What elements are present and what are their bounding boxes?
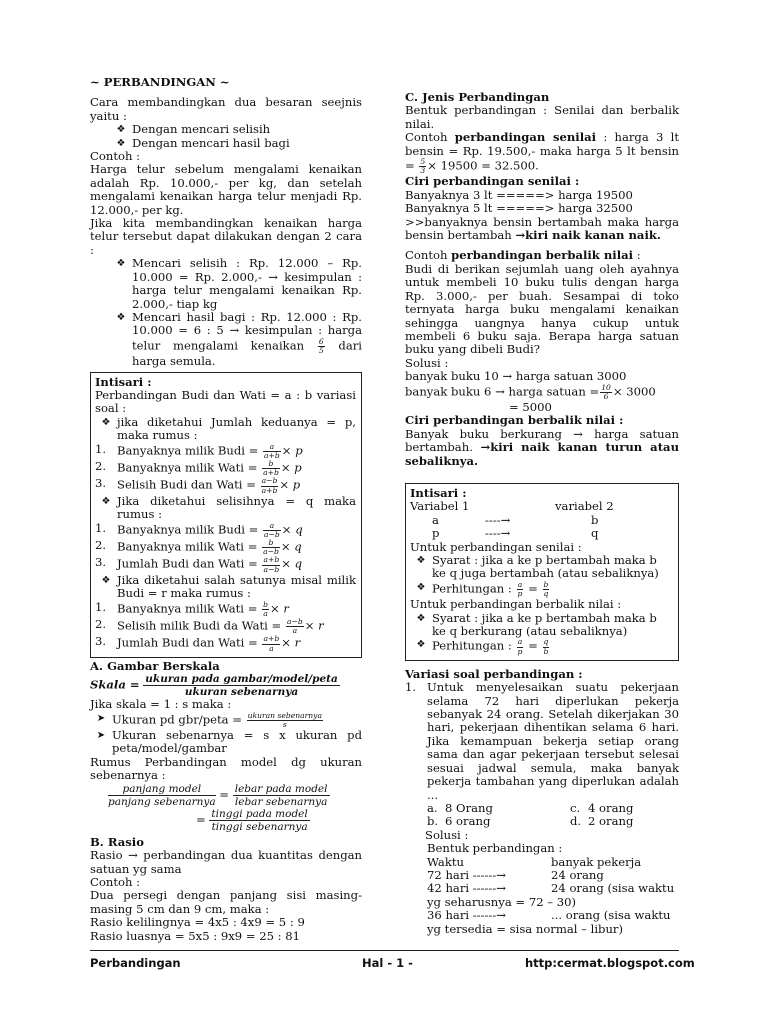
list-item: ➤ Ukuran sebenarnya = s x ukuran pd peta/model/gambar [90, 729, 362, 756]
list-item: 1. Untuk menyelesaikan suatu pekerjaan selama 72 hari diperlukan pekerja sebanyak 24 orang. Setelah dikerjakan 30 hari, pekerjaan dihentikan selama 6 hari. Jika kemampuan bekerja setiap orang sama dan agar pekerjaan tersebut selesai sesuai jadwal semula, maka banyak pekerja tambahan yang diperlukan adalah ... [405, 680, 679, 802]
formula-item: 3. Jumlah Budi dan Wati = $\frac{a+b}{a-b}$ × q [95, 555, 303, 574]
fraction: $\frac{a-b}{a}$ [286, 617, 303, 636]
intisari-box: Intisari : Variabel 1 variabel 2 a ----→ b p ----→ q Untuk perbandingan senilai : ❖ Syarat : jika a ke p bertambah maka b ke q juga bertambah (atau sebaliknya) ❖ Perhitungan : $\frac{a}{p}$ = $\frac{b}{q}$ Untuk perbandingan berbalik nilai : ❖ Syarat : jika a ke p bertambah maka b ke q berkurang (atau sebaliknya) ❖ Perhitungan : $\frac{a}{p}$ = $\frac{q}{b}$ [405, 483, 679, 661]
fraction: $\frac{b}{q}$ [543, 579, 549, 599]
diamond-bullet-icon: ❖ [416, 639, 426, 651]
page-number: Hal - 1 - [362, 956, 413, 970]
fraction: $\frac{5}{3}$ [420, 157, 426, 176]
left-column: ~ PERBANDINGAN ~ Cara membandingkan dua besaran seejnis yaitu : ❖ Dengan mencari selisih ❖ Dengan mencari hasil bagi Contoh : Harga telur sebelum mengalami kenaikan adalah Rp. 10.000,- per kg, dan setelah mengalami kenaikan harga telur menjadi Rp. 12.000,- per kg. Jika kita membandingkan kenaikan harga telur tersebut dapat dilakukan dengan 2 cara : ❖ Mencari selisih : Rp. 12.000 – Rp. 10.000 = Rp. 2.000,- → kesimpulan : harga telur mengalami kenaikan Rp. 2.000,- tiap kg ❖ Mencari hasil bagi : Rp. 12.000 : Rp. 10.000 = 6 : 5 → kesimpulan : harga telur mengalami kenaikan $\frac{6}{5}$ dari harga semula. Intisari : Perbandingan Budi dan Wati = a : b variasi soal : ❖ jika diketahui Jumlah keduanya = p, maka rumus : 1. Banyaknya milik Budi = $\frac{a}{a+b}$ × p 2. Banyaknya milik Wati = $\frac{b}{a+b}$ × p 3. Selisih Budi dan Wati = $\frac{a-b}{a+b}$ × p ❖ Jika diketahui selisihnya = q maka rumus : 1. Banyaknya milik Budi = $\frac{a}{a-b}$ × q 2. Banyaknya milik Wati = $\frac{b}{a-b}$ × q 3. Jumlah Budi dan Wati = $\frac{a+b}{a-b}$ × q ❖ Jika diketahui salah satunya misal milik Budi = r maka rumus : 1. Banyaknya milik Wati = $\frac{b}{a}$ × r 2. Selisih milik Budi da Wati = $\frac{a-b}{a}$ × r 3. Jumlah Budi dan Wati = $\frac{a+b}{a}$ × r A. Gambar Berskala Skala = ukuran pada gambar/model/peta ukuran sebenarnya Jika skala = 1 : s maka : ➤ Ukuran pd gbr/peta = $\frac{\text{ukuran sebenarnya}}{s}$ ➤ Ukuran sebenarnya = s x ukuran pd peta/model/gambar Rumus Perbandingan model dg ukuran sebenarnya : panjang model panjang sebenarnya = lebar pada model lebar sebenarnya = tinggi pada model tinggi sebenarnya B. Rasio Rasio → perbandingan dua kuantitas dengan satuan yg sama Contoh : Dua persegi dengan panjang sisi masing-masing 5 cm dan 9 cm, maka : Rasio kelilingnya = 4x5 : 4x9 = 5 : 9 Rasio luasnya = 5x5 : 9x9 = 25 : 81 [90, 75, 363, 943]
diamond-bullet-icon: ❖ [116, 258, 126, 270]
list-item: ❖ Perhitungan : $\frac{a}{p}$ = $\frac{q}{b}$ [410, 638, 673, 655]
variasi-title: Variasi soal perbandingan : [405, 666, 583, 681]
fraction: $\frac{6}{5}$ [318, 336, 324, 355]
contoh-label: Contoh : [90, 149, 141, 164]
diamond-bullet-icon: ❖ [101, 416, 111, 428]
list-item: ❖ Jika diketahui salah satunya misal milik Budi = r maka rumus : [95, 574, 356, 601]
diamond-bullet-icon: ❖ [116, 124, 126, 136]
fraction: $\frac{b}{a+b}$ [263, 458, 279, 478]
fraction: $\frac{b}{a}$ [263, 599, 268, 618]
formula-item: 3. Selisih Budi dan Wati = $\frac{a-b}{a+b}$ × p [95, 476, 301, 495]
fraction: ukuran pada gambar/model/peta ukuran sebenarnya [145, 673, 338, 699]
fraction: panjang model panjang sebenarnya [108, 782, 216, 808]
fraction: $\frac{a-b}{a+b}$ [261, 476, 278, 495]
model-formula: = tinggi pada model tinggi sebenarnya [196, 807, 308, 833]
box-title: Intisari : [95, 374, 152, 389]
intisari-box: Intisari : Perbandingan Budi dan Wati = a : b variasi soal : ❖ jika diketahui Jumlah keduanya = p, maka rumus : 1. Banyaknya milik Budi = $\frac{a}{a+b}$ × p 2. Banyaknya milik Wati = $\frac{b}{a+b}$ × p 3. Selisih Budi dan Wati = $\frac{a-b}{a+b}$ × p ❖ Jika diketahui selisihnya = q maka rumus : 1. Banyaknya milik Budi = $\frac{a}{a-b}$ × q 2. Banyaknya milik Wati = $\frac{b}{a-b}$ × q 3. Jumlah Budi dan Wati = $\frac{a+b}{a-b}$ × q ❖ Jika diketahui salah satunya misal milik Budi = r maka rumus : 1. Banyaknya milik Wati = $\frac{b}{a}$ × r 2. Selisih milik Budi da Wati = $\frac{a-b}{a}$ × r 3. Jumlah Budi dan Wati = $\frac{a+b}{a}$ × r [90, 372, 362, 658]
list-item: ❖ Mencari hasil bagi : Rp. 12.000 : Rp. 10.000 = 6 : 5 → kesimpulan : harga telur mengalami kenaikan $\frac{6}{5}$ dari harga semula. [90, 311, 362, 369]
diamond-bullet-icon: ❖ [116, 137, 126, 149]
footer-divider [90, 950, 679, 951]
footer-url: http:cermat.blogspot.com [525, 956, 695, 970]
model-formula: panjang model panjang sebenarnya = lebar pada model lebar sebenarnya [108, 782, 328, 808]
arrow-bullet-icon: ➤ [96, 712, 106, 724]
skala-formula: Skala = ukuran pada gambar/model/peta ukuran sebenarnya [90, 673, 338, 699]
example-text: Harga telur sebelum mengalami kenaikan adalah Rp. 10.000,- per kg, dan setelah mengalami kenaikan harga telur menjadi Rp. 12.000,- per kg. [90, 162, 362, 217]
list-item: ❖ Syarat : jika a ke p bertambah maka b ke q juga bertambah (atau sebaliknya) [410, 554, 673, 581]
fraction: $\frac{a+b}{a}$ [263, 634, 280, 653]
diamond-bullet-icon: ❖ [416, 581, 426, 593]
list-item: ❖ Perhitungan : $\frac{a}{p}$ = $\frac{b}{q}$ [410, 581, 673, 598]
fraction: $\frac{b}{a-b}$ [263, 538, 279, 557]
intro-text: Cara membandingkan dua besaran seejnis yaitu : [90, 95, 362, 123]
formula-list [95, 601, 356, 653]
list-item: ➤ Ukuran pd gbr/peta = $\frac{\text{ukuran sebenarnya}}{s}$ [90, 712, 362, 729]
fraction: $\frac{q}{b}$ [543, 637, 549, 656]
page-title: ~ PERBANDINGAN ~ [90, 75, 230, 89]
footer-left: Perbandingan [90, 956, 181, 970]
diamond-bullet-icon: ❖ [101, 574, 111, 586]
fraction: $\frac{10}{6}$ [601, 382, 611, 401]
formula-item: 1. Banyaknya milik Wati = $\frac{b}{a}$ × r [95, 599, 289, 618]
formula-item: 1. Banyaknya milik Budi = $\frac{a}{a-b}$ × q [95, 520, 303, 539]
fraction: $\frac{a}{a-b}$ [264, 520, 280, 539]
fraction: $\frac{a+b}{a-b}$ [263, 555, 280, 574]
list-item: ❖ jika diketahui Jumlah keduanya = p, maka rumus : [95, 416, 356, 443]
formula-item: 3. Jumlah Budi dan Wati = $\frac{a+b}{a}$ × r [95, 634, 301, 653]
formula-item: 2. Banyaknya milik Wati = $\frac{b}{a-b}$ × q [95, 538, 302, 557]
answer-options: a. 8 Orang c. 4 orang b. 6 orang d. 2 orang [427, 800, 634, 829]
solution-table: Bentuk perbandingan : Waktu banyak pekerja 72 hari ------→ 24 orang 42 hari ------→ 24 orang (sisa waktu yg seharusnya = 72 – 30) 36 hari ------→ ... orang (sisa waktu yg tersedia = sisa normal – libur) [427, 841, 675, 936]
diamond-bullet-icon: ❖ [116, 311, 126, 323]
fraction: $\frac{a}{p}$ [517, 637, 523, 656]
fraction: $\frac{a}{p}$ [517, 579, 523, 599]
diamond-bullet-icon: ❖ [101, 495, 111, 507]
diamond-bullet-icon: ❖ [416, 555, 426, 566]
fraction: tinggi pada model tinggi sebenarnya [211, 807, 308, 833]
example-text: Jika kita membandingkan kenaikan harga telur tersebut dapat dilakukan dengan 2 cara : [90, 216, 362, 257]
section-c-title: C. Jenis Perbandingan [405, 90, 550, 104]
section-b-title: B. Rasio [90, 834, 144, 849]
formula-list [95, 522, 356, 574]
list-item: ❖ Syarat : jika a ke p bertambah maka b ke q berkurang (atau sebaliknya) [410, 612, 673, 639]
fraction: $\frac{\text{ukuran sebenarnya}}{s}$ [247, 710, 322, 729]
fraction: $\frac{a}{a+b}$ [264, 441, 280, 460]
right-column: C. Jenis Perbandingan Bentuk perbandingan : Senilai dan berbalik nilai. Contoh perbandingan senilai : harga 3 lt bensin = Rp. 19.500,- maka harga 5 lt bensin = $\frac{5}{3}$ × 19500 = 32.500. Ciri perbandingan senilai : Banyaknya 3 lt =====> harga 19500 Banyaknya 5 lt =====> harga 32500 >>banyaknya bensin bertambah maka harga bensin bertambah →kiri naik kanan naik. Contoh perbandingan berbalik nilai : Budi di berikan sejumlah uang oleh ayahnya untuk membeli 10 buku tulis dengan harga Rp. 3.000,- per buah. Sesampai di toko ternyata harga buku mengalami kenaikan sehingga uangnya hanya cukup untuk membeli 6 buku saja. Berapa harga satuan buku yang dibeli Budi? Solusi : banyak buku 10 → harga satuan 3000 banyak buku 6 → harga satuan = $\frac{10}{6}$ × 3000 = 5000 Ciri perbandingan berbalik nilai : Banyak buku berkurang → harga satuan bertambah. →kiri naik kanan turun atau sebaliknya. Intisari : Variabel 1 variabel 2 a ----→ b p ----→ q Untuk perbandingan senilai : ❖ Syarat : jika a ke p bertambah maka b ke q juga bertambah (atau sebaliknya) ❖ Perhitungan : $\frac{a}{p}$ = $\frac{b}{q}$ Untuk perbandingan berbalik nilai : ❖ Syarat : jika a ke p bertambah maka b ke q berkurang (atau sebaliknya) ❖ Perhitungan : $\frac{a}{p}$ = $\frac{q}{b}$ Variasi soal perbandingan : 1. Untuk menyelesaikan suatu pekerjaan selama 72 hari diperlukan pekerja sebanyak 24 orang. Setelah dikerjakan 30 hari, pekerjaan dihentikan selama 6 hari. Jika kemampuan bekerja setiap orang sama dan agar pekerjaan tersebut selesai sesuai jadwal semula, maka banyak pekerja tambahan yang diperlukan adalah ... a. 8 Orang c. 4 orang b. 6 orang d. 2 orang Solusi : Bentuk perbandingan : Waktu banyak pekerja 72 hari ------→ 24 orang 42 hari ------→ 24 orang (sisa waktu yg seharusnya = 72 – 30) 36 hari ------→ ... orang (sisa waktu yg tersedia = sisa normal – libur) [405, 90, 680, 936]
arrow-bullet-icon: ➤ [96, 730, 106, 742]
list-item: ❖ Dengan mencari selisih [90, 123, 362, 136]
formula-item: 1. Banyaknya milik Budi = $\frac{a}{a+b}$ × p [95, 441, 303, 460]
formula-item: 2. Banyaknya milik Wati = $\frac{b}{a+b}$ × p [95, 458, 302, 478]
section-a-title: A. Gambar Berskala [90, 658, 220, 673]
fraction: lebar pada model lebar sebenarnya [234, 782, 328, 808]
diamond-bullet-icon: ❖ [416, 612, 426, 624]
list-item: ❖ Mencari selisih : Rp. 12.000 – Rp. 10.000 = Rp. 2.000,- → kesimpulan : harga telur mengalami kenaikan Rp. 2.000,- tiap kg [90, 257, 362, 311]
formula-item: 2. Selisih milik Budi da Wati = $\frac{a-b}{a}$ × r [95, 617, 324, 636]
list-item: ❖ Dengan mencari hasil bagi [90, 137, 362, 150]
list-item: ❖ Jika diketahui selisihnya = q maka rumus : [95, 495, 356, 522]
formula-list [95, 443, 356, 495]
